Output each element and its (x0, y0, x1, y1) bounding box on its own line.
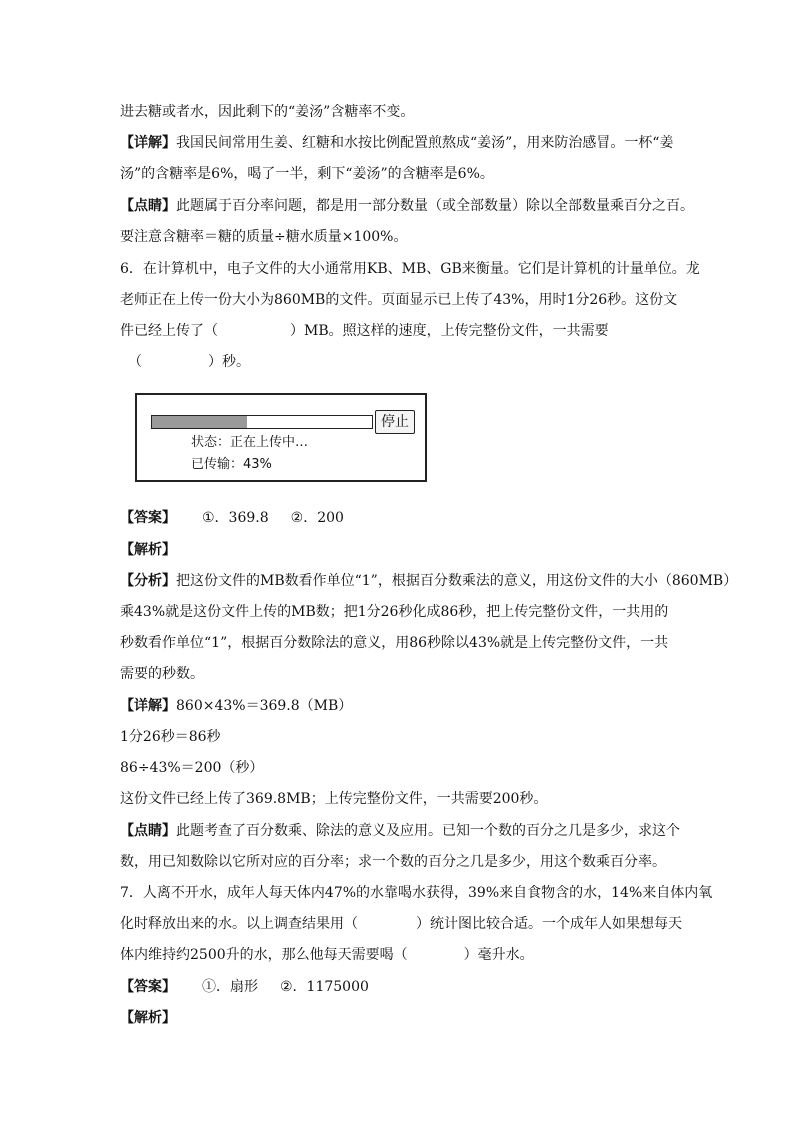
question-7-line (120, 914, 682, 934)
analysis-paragraph (120, 571, 737, 591)
text-line: 秒数看作单位“1”，根据百分数除法的意义，用86秒除以43%就是上传完整份文件，一共 (120, 635, 669, 651)
text-line: 此题考查了百分数乘、除法的意义及应用。已知一个数的百分之几是多少，求这个 (176, 823, 680, 839)
text-line: 要注意含糖率＝糖的质量÷糖水质量×100%。 (120, 229, 408, 245)
text-line: 此题属于百分率问题，都是用一部分数量（或全部数量）除以全部数量乘百分之百。 (176, 198, 694, 214)
text-part: ）秒。 (208, 354, 250, 370)
comment-tag: 【点睛】 (120, 198, 176, 214)
text-line: 进去糖或者水，因此剩下的“姜汤”含糖率不变。 (120, 104, 415, 120)
text-line: 汤”的含糖率是6%，喝了一半，剩下“姜汤”的含糖率是6%。 (120, 166, 494, 182)
analysis-heading: 【解析】 (120, 1010, 176, 1026)
question-6-line (120, 321, 609, 341)
text-line: 把这份文件的MB数看作单位“1”，根据百分数乘法的意义，用这份文件的大小（860MB） (176, 573, 738, 589)
detail-paragraph (120, 696, 352, 716)
question-6-line: 老师正在上传一份大小为860MB的文件。页面显示已上传了43%，用时1分26秒。这份文 (120, 292, 678, 308)
answer-1: ①．369.8 (202, 510, 269, 526)
detail-tag: 【详解】 (120, 698, 176, 714)
text-part: ）毫升水。 (463, 947, 534, 963)
text-line: 这份文件已经上传了369.8MB；上传完整份文件，一共需要200秒。 (120, 791, 548, 807)
status-text: 状态：正在上传中… (191, 435, 309, 450)
stop-button[interactable]: 停止 (375, 410, 415, 434)
text-line: 86÷43%＝200（秒） (120, 760, 264, 776)
answer-2: ②．200 (290, 510, 344, 526)
text-part: 件已经上传了（ (120, 323, 218, 339)
text-part: 化时释放出来的水。以上调查结果用（ (120, 916, 358, 932)
answer-1: ①．扇形 (202, 979, 258, 995)
text-part: （ (128, 354, 142, 370)
analysis-heading: 【解析】 (120, 542, 176, 558)
text-line: 1分26秒＝86秒 (120, 729, 221, 745)
comment-tag: 【点睛】 (120, 823, 176, 839)
answer-tag: 【答案】 (120, 979, 176, 995)
text-part: ）统计图比较合适。一个成年人如果想每天 (416, 916, 682, 932)
text-line: 我国民间常用生姜、红糖和水按比例配置煎熬成“姜汤”，用来防治感冒。一杯“姜 (176, 135, 674, 151)
answer-line (120, 508, 344, 528)
comment-paragraph (120, 196, 694, 216)
answer-2: ②．1175000 (280, 979, 369, 995)
progress-fill (152, 416, 247, 428)
question-7-line: 7．人离不开水，成年人每天体内47%的水靠喝水获得，39%来自食物含的水，14%来自体内氧 (120, 885, 713, 901)
question-6-line (128, 352, 250, 372)
upload-progress-widget (135, 393, 427, 482)
text-line: 需要的秒数。 (120, 666, 204, 682)
upload-progress-bar (151, 415, 373, 429)
text-part: ）MB。照这样的速度，上传完整份文件，一共需要 (290, 323, 609, 339)
analysis-tag: 【分析】 (120, 573, 176, 589)
answer-tag: 【答案】 (120, 510, 176, 526)
comment-paragraph (120, 821, 680, 841)
question-7-line (120, 945, 534, 965)
text-line: 数，用已知数除以它所对应的百分率；求一个数的百分之几是多少，用这个数乘百分率。 (120, 854, 666, 870)
detail-tag: 【详解】 (120, 135, 176, 151)
transferred-text: 已传输：43% (191, 457, 272, 472)
text-line: 860×43%＝369.8（MB） (176, 698, 353, 714)
question-6-line: 6．在计算机中，电子文件的大小通常用KB、MB、GB来衡量。它们是计算机的计量单位。龙 (120, 261, 700, 277)
answer-line (120, 977, 369, 997)
text-part: 体内维持约2500升的水，那么他每天需要喝（ (120, 947, 408, 963)
text-line: 乘43%就是这份文件上传的MB数；把1分26秒化成86秒，把上传完整份文件，一共用的 (120, 604, 669, 620)
detail-paragraph (120, 133, 673, 153)
